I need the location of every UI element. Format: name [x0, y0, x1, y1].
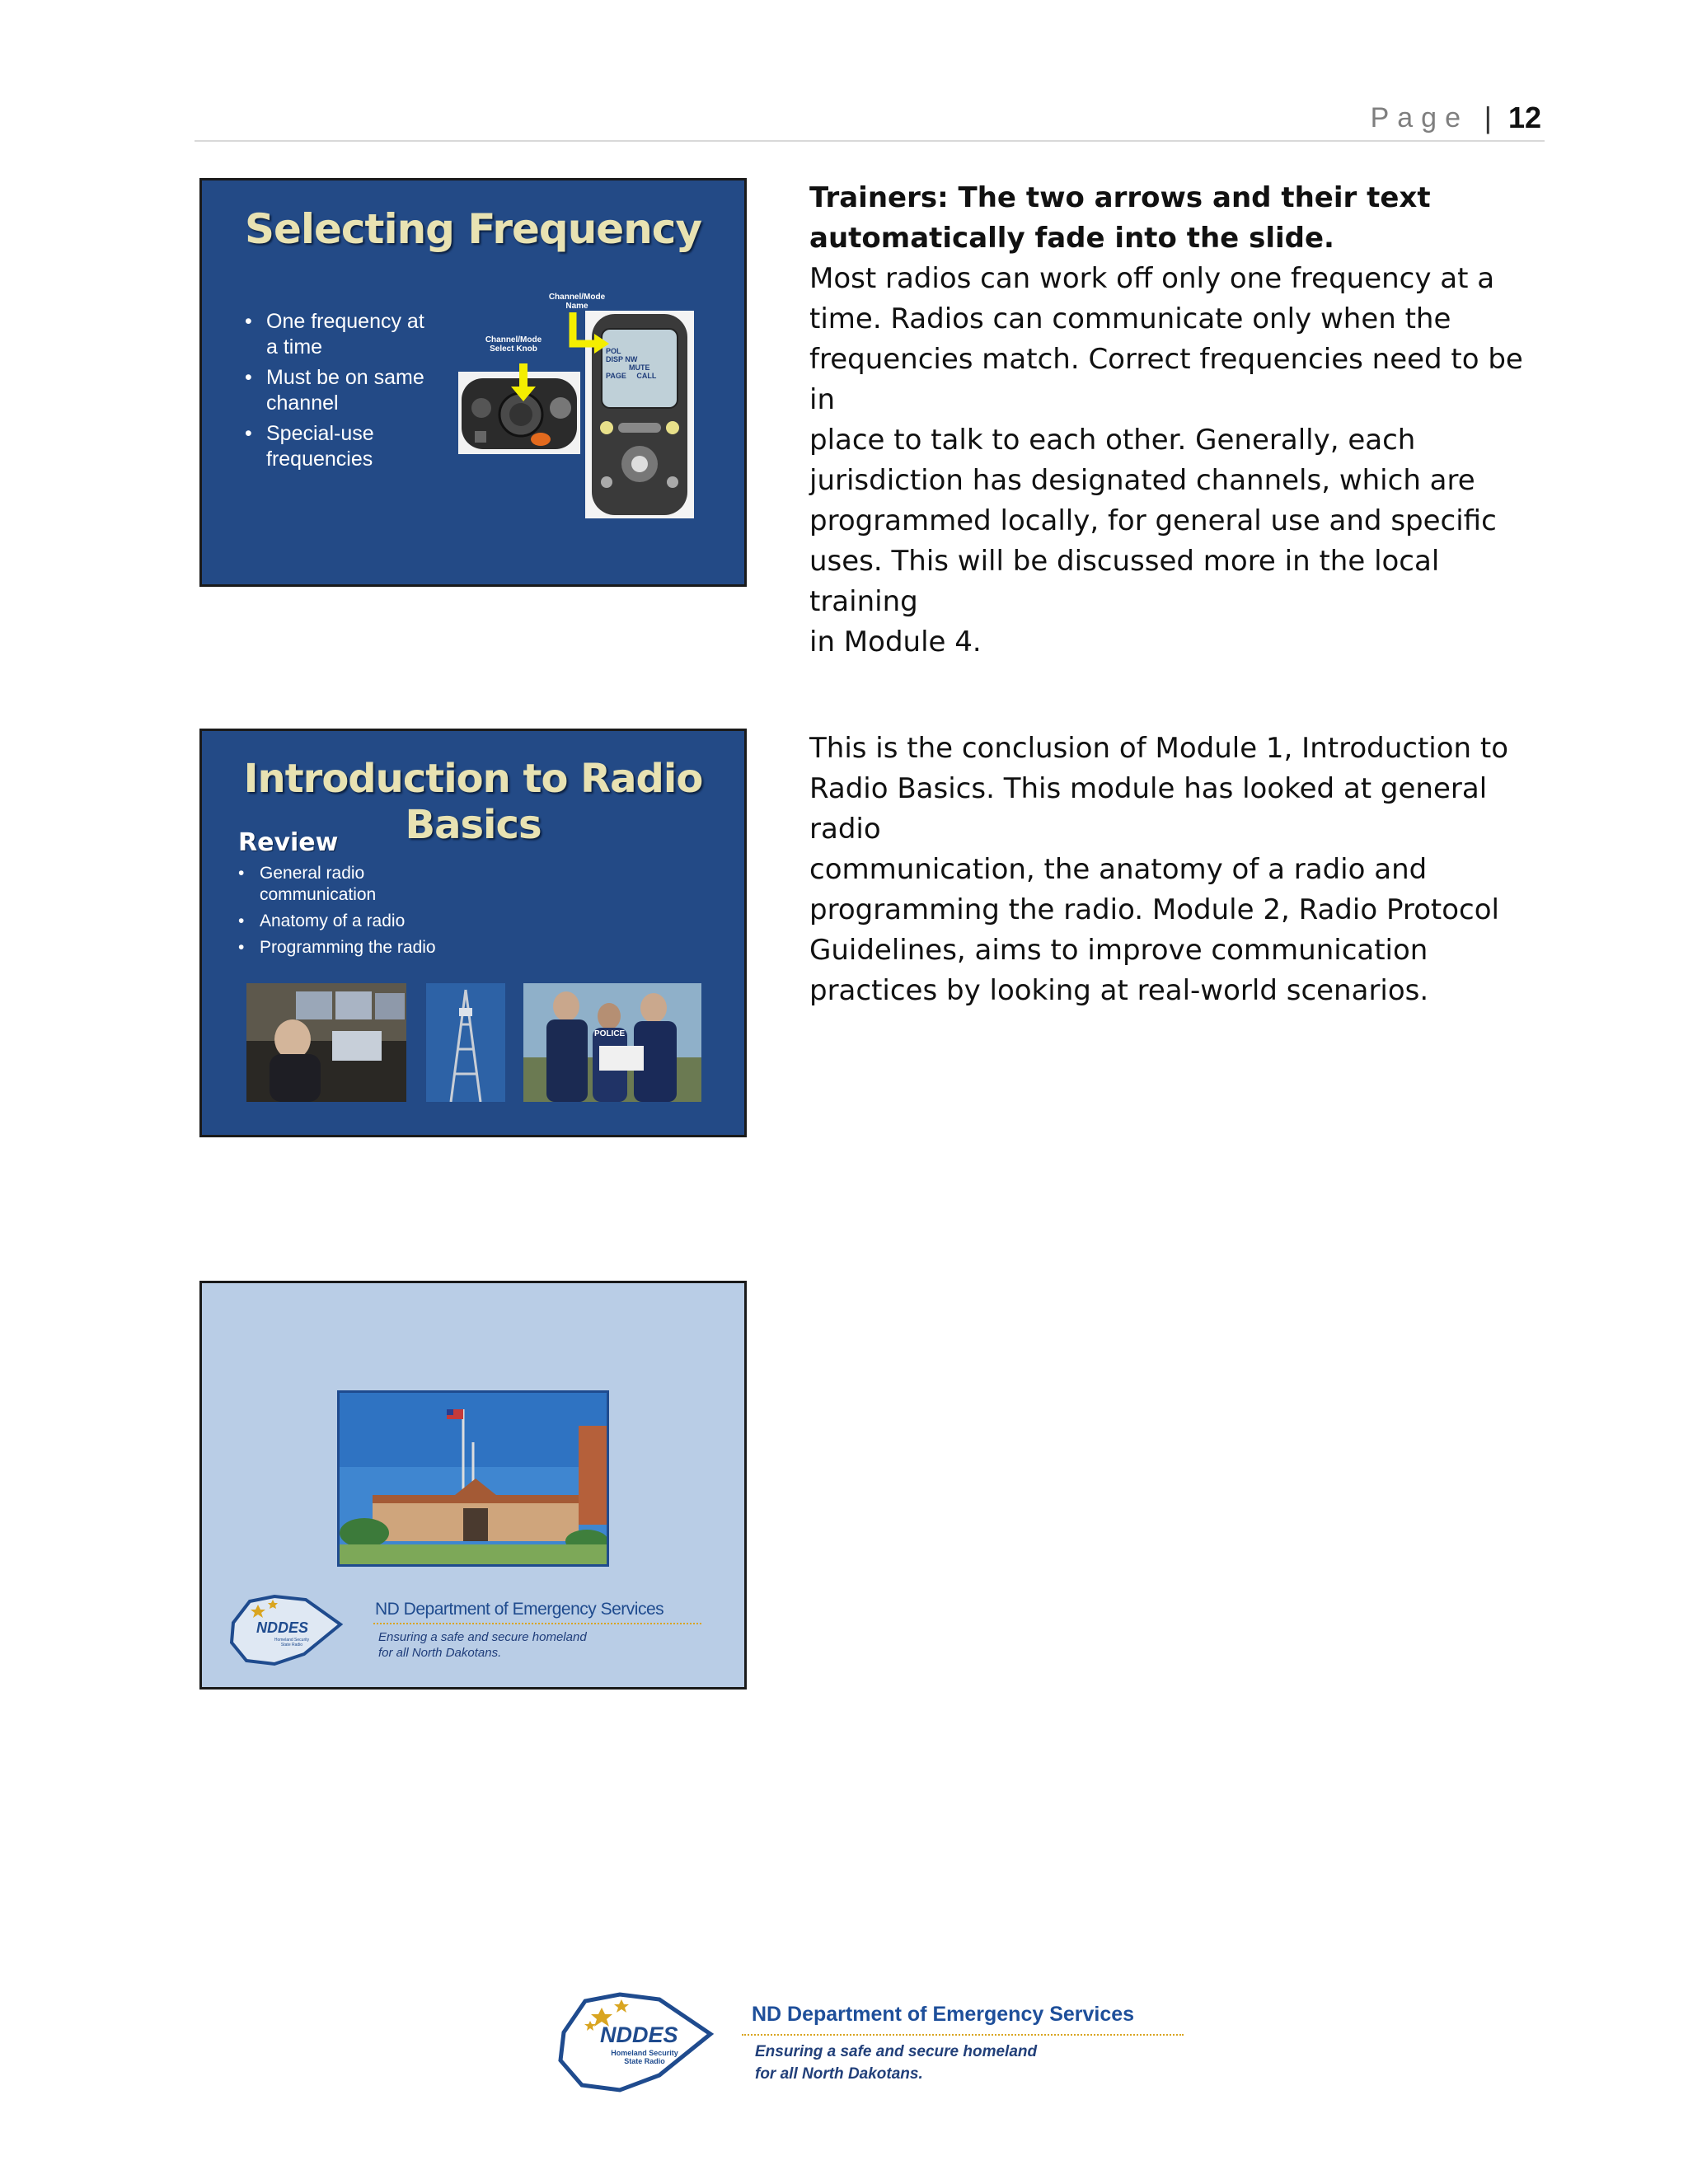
slide-intro-radio-basics: [199, 729, 747, 1137]
dispatcher-photo: [246, 983, 406, 1102]
logo-subtext: Homeland Security State Radio: [274, 1638, 310, 1647]
footer-logo-subtext: Homeland Security State Radio: [611, 2049, 678, 2065]
slide-divider: [373, 1623, 701, 1624]
radio-tower-photo: [426, 983, 505, 1102]
police-officers-photo: [523, 983, 701, 1102]
slide-subtitle: Review: [238, 828, 339, 857]
radio-display-text: POL DISP NW MUTE PAGE CALL: [606, 347, 657, 380]
bullet-item: • One frequency at a time: [245, 309, 459, 360]
building-photo: [337, 1390, 609, 1567]
slide-org-name: ND Department of Emergency Services: [375, 1600, 664, 1619]
channel-mode-knob-label: Channel/Mode Select Knob: [485, 335, 542, 354]
police-label: POLICE: [594, 1029, 626, 1038]
logo-text: NDDES: [256, 1619, 309, 1636]
footer-nddes-logo: [552, 1988, 717, 2100]
slide-bullet-list: [245, 309, 459, 472]
footer-org-name: ND Department of Emergency Services: [752, 2003, 1135, 2026]
slide-title: Selecting Frequency: [244, 205, 702, 253]
page-label: Page: [1370, 102, 1469, 134]
footer-logo-text: NDDES: [600, 2022, 678, 2047]
knob-arrow-head-icon: [511, 387, 536, 401]
knob-arrow-icon: [519, 363, 528, 387]
speaker-notes-2: This is the conclusion of Module 1, Introduction to Radio Basics. This module has looked at general radio communication, the anatomy of a radio and programming the radio. Module 2, Radio Protocol Guidelines, aims to improve communication practices by looking at real-world scenarios.: [809, 732, 1509, 1007]
display-arrow-icon: [566, 311, 616, 360]
channel-mode-name-label: Channel/Mode Name: [548, 293, 606, 311]
slide-selecting-frequency: [199, 178, 747, 587]
bullet-item: • Must be on same channel: [245, 365, 459, 416]
bullet-item: • Special-use frequencies: [245, 421, 459, 472]
slide-closing-nddes: [199, 1281, 747, 1690]
page-separator: |: [1484, 101, 1492, 134]
bullet-item: • General radio communication: [238, 863, 485, 906]
slide-title: Introduction to Radio Basics: [243, 756, 703, 848]
footer-divider: [742, 2034, 1184, 2036]
page-number: 12: [1507, 101, 1541, 134]
slide-bullet-list: [238, 863, 485, 958]
footer-tagline: Ensuring a safe and secure homeland for all North Dakotans.: [755, 2043, 1038, 2083]
speaker-notes-1: Trainers: The two arrows and their text automatically fade into the slide. Most radios can work off only one frequency at a time. Radios can communicate only when the frequencies match. Correct frequencies need to be in place to talk to each other. Generally, each jurisdiction has designated channels, which are programmed locally, for general use and specific uses. This will be discussed more in the local training in Module 4.: [809, 181, 1523, 658]
page-header: [195, 97, 1545, 142]
bullet-item: • Programming the radio: [238, 937, 485, 958]
nddes-logo-small: [225, 1590, 349, 1672]
bullet-item: • Anatomy of a radio: [238, 911, 485, 932]
slide-tagline: Ensuring a safe and secure homeland for all North Dakotans.: [378, 1630, 587, 1660]
